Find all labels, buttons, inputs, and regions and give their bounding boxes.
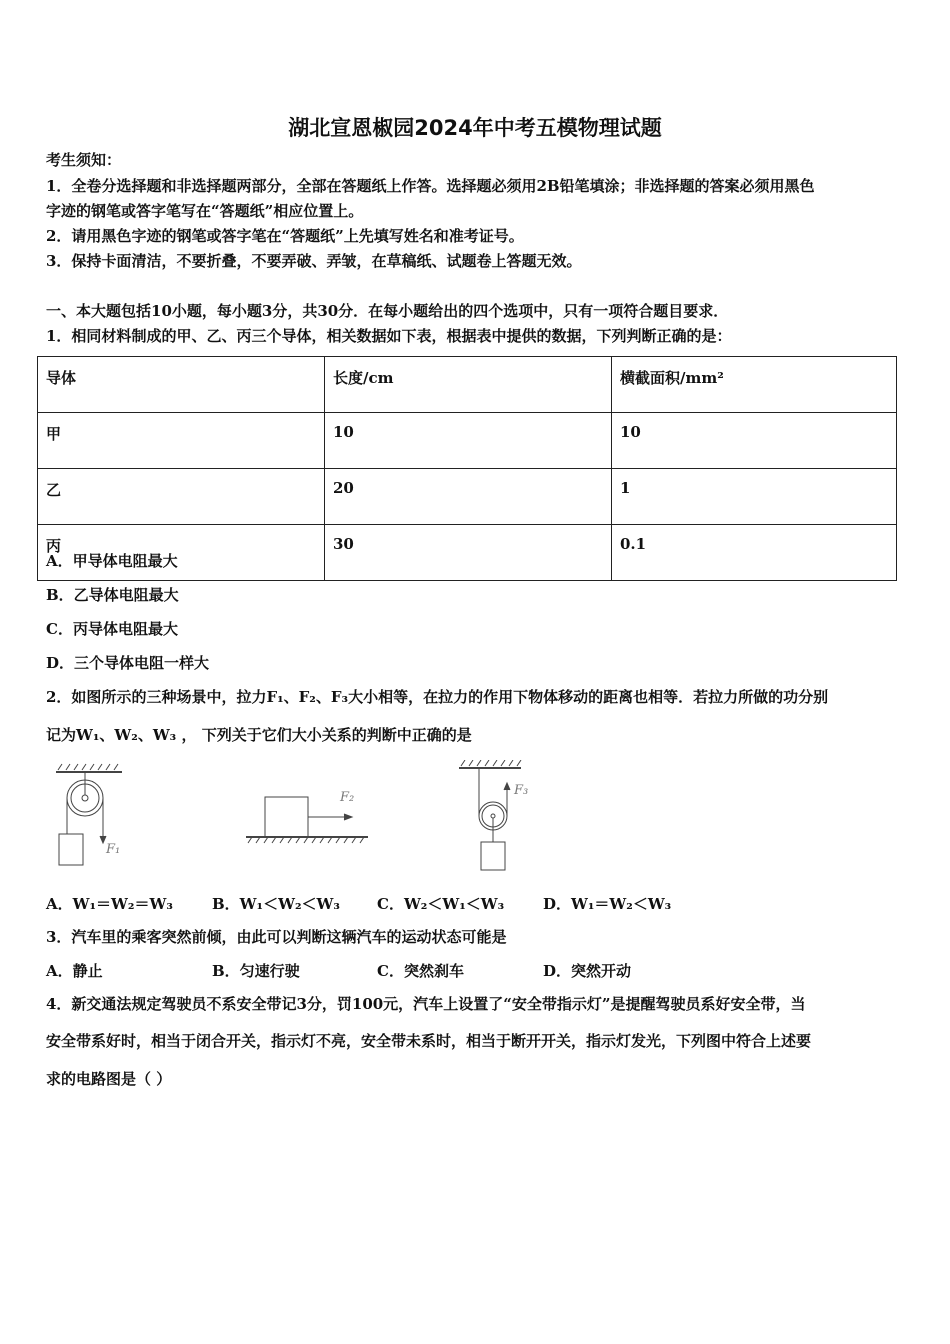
q2-option: C．W₂＜W₁＜W₃ bbox=[377, 895, 505, 913]
table-cell: 10 bbox=[325, 413, 612, 469]
section-heading: 一、本大题包括10小题，每小题3分，共30分．在每小题给出的四个选项中，只有一项符合题目要求． bbox=[46, 302, 729, 320]
table-cell: 20 bbox=[325, 469, 612, 525]
table-header: 长度/cm bbox=[325, 357, 612, 413]
movable-pulley-figure bbox=[455, 760, 535, 872]
table-row bbox=[38, 413, 897, 469]
q2-stem: 记为W₁、W₂、W₃ ， 下列关于它们大小关系的判断中正确的是 bbox=[46, 726, 472, 744]
q2-stem: 2．如图所示的三种场景中，拉力F₁、F₂、F₃大小相等，在拉力的作用下物体移动的距离也相等．若拉力所做的功分别 bbox=[46, 688, 829, 706]
table-cell: 0.1 bbox=[612, 525, 897, 581]
table-header-row bbox=[38, 357, 897, 413]
force-label-f3: F₃ bbox=[514, 783, 529, 798]
table-header: 导体 bbox=[38, 357, 325, 413]
q4-stem: 4．新交通法规定驾驶员不系安全带记3分，罚100元，汽车上设置了“安全带指示灯”是提醒驾驶员系好安全带，当 bbox=[46, 995, 806, 1013]
force-label-f2: F₂ bbox=[340, 790, 355, 805]
q2-option: A．W₁＝W₂＝W₃ bbox=[46, 895, 173, 913]
q4-stem: 求的电路图是（ ） bbox=[46, 1070, 172, 1088]
q2-option: B．W₁＜W₂＜W₃ bbox=[212, 895, 340, 913]
notice-line: 3．保持卡面清洁，不要折叠，不要弄破、弄皱，在草稿纸、试题卷上答题无效。 bbox=[46, 252, 582, 270]
force-label-f1: F₁ bbox=[106, 842, 121, 857]
q4-stem: 安全带系好时，相当于闭合开关，指示灯不亮，安全带未系时，相当于断开开关，指示灯发光，下列图中符合上述要 bbox=[46, 1032, 812, 1050]
table-cell: 丙 bbox=[38, 525, 325, 581]
q3-stem: 3．汽车里的乘客突然前倾，由此可以判断这辆汽车的运动状态可能是 bbox=[46, 928, 507, 946]
q1-option: C．丙导体电阻最大 bbox=[46, 620, 178, 638]
table-cell: 10 bbox=[612, 413, 897, 469]
notice-line: 1．全卷分选择题和非选择题两部分，全部在答题纸上作答。选择题必须用2B铅笔填涂；非选择题的答案必须用黑色 bbox=[46, 177, 815, 195]
table-header: 横截面积/mm² bbox=[612, 357, 897, 413]
table-cell: 30 bbox=[325, 525, 612, 581]
table-cell: 1 bbox=[612, 469, 897, 525]
q1-option: A．甲导体电阻最大 bbox=[46, 552, 178, 570]
q3-option: D．突然开动 bbox=[543, 962, 632, 980]
q1-table bbox=[37, 356, 897, 581]
notice-heading: 考生须知： bbox=[46, 151, 122, 169]
notice-line: 2．请用黑色字迹的钢笔或答字笔在“答题纸”上先填写姓名和准考证号。 bbox=[46, 227, 524, 245]
q3-option: B．匀速行驶 bbox=[212, 962, 300, 980]
fixed-pulley-figure bbox=[50, 760, 140, 872]
notice-line: 字迹的钢笔或答字笔写在“答题纸”相应位置上。 bbox=[46, 202, 364, 220]
q3-option: A．静止 bbox=[46, 962, 103, 980]
q2-option: D．W₁＝W₂＜W₃ bbox=[543, 895, 672, 913]
table-cell: 乙 bbox=[38, 469, 325, 525]
q1-option: B．乙导体电阻最大 bbox=[46, 586, 179, 604]
table-cell: 甲 bbox=[38, 413, 325, 469]
q1-option: D．三个导体电阻一样大 bbox=[46, 654, 210, 672]
page-title: 湖北宣恩椒园2024年中考五模物理试题 bbox=[288, 116, 662, 140]
q3-option: C．突然刹车 bbox=[377, 962, 464, 980]
q1-stem: 1．相同材料制成的甲、乙、丙三个导体，相关数据如下表，根据表中提供的数据，下列判断正确的是： bbox=[46, 327, 732, 345]
table-row bbox=[38, 469, 897, 525]
